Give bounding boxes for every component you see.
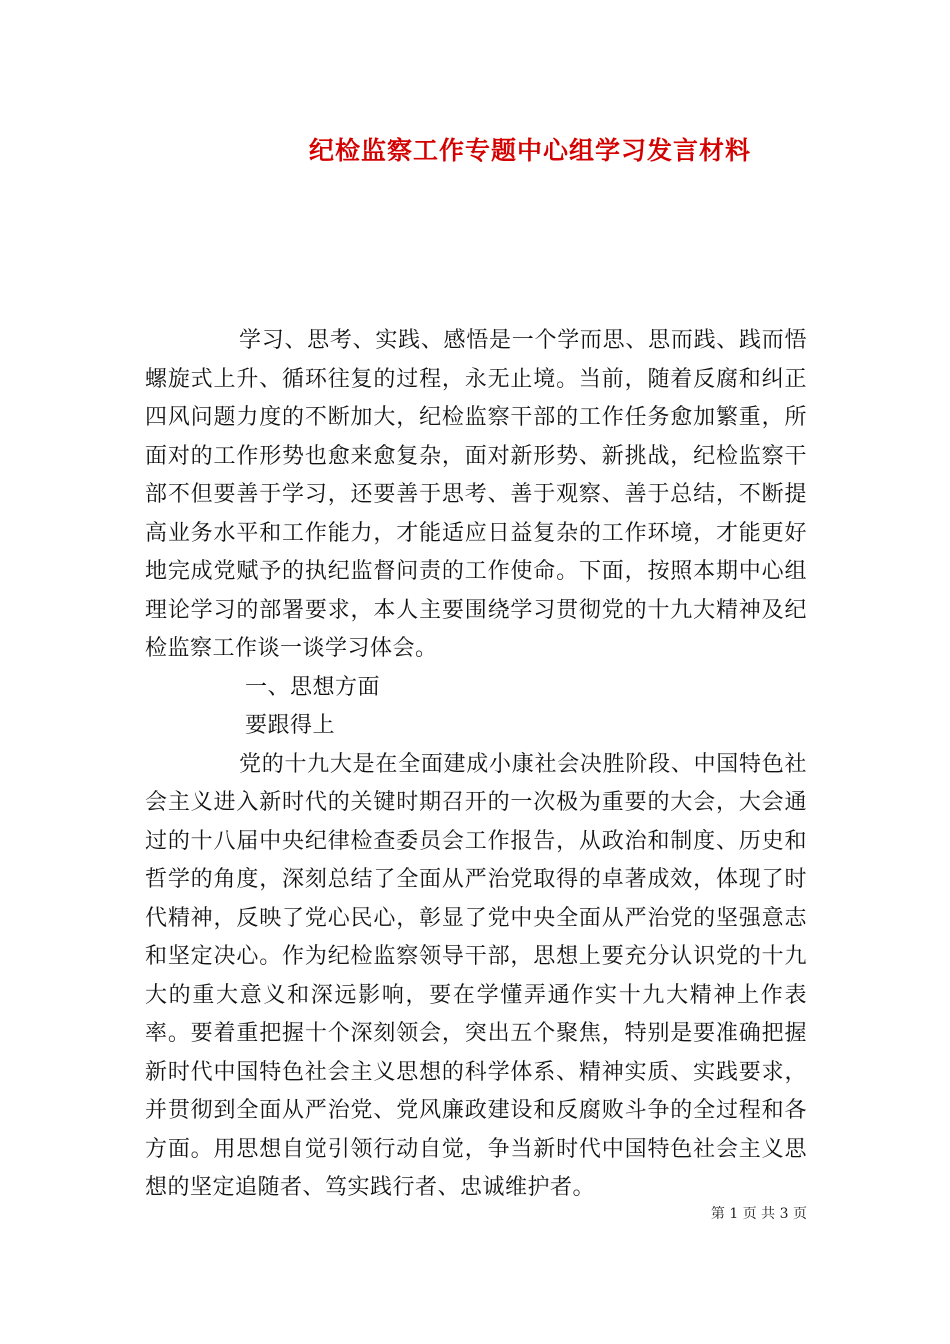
section-body-paragraph: 党的十九大是在全面建成小康社会决胜阶段、中国特色社会主义进入新时代的关键时期召开的一次极为重要的大会，大会通过的十八届中央纪律检查委员会工作报告，从政治和制度、历史和哲学的角度，深刻总结了全面从严治党取得的卓著成效，体现了时代精神，反映了党心民心，彰显了党中央全面从严治党的坚强意志和坚定决心。作为纪检监察领导干部，思想上要充分认识党的十九大的重大意义和深远影响，要在学懂弄通作实十九大精神上作表率。要着重把握十个深刻领会，突出五个聚焦，特别是要准确把握新时代中国特色社会主义思想的科学体系、精神实质、实践要求，并贯彻到全面从严治党、党风廉政建设和反腐败斗争的全过程和各方面。用思想自觉引领行动自觉，争当新时代中国特色社会主义思想的坚定追随者、笃实践行者、忠诚维护者。 [145,751,807,1200]
intro-paragraph: 学习、思考、实践、感悟是一个学而思、思而践、践而悟螺旋式上升、循环往复的过程，永无止境。当前，随着反腐和纠正四风问题力度的不断加大，纪检监察干部的工作任务愈加繁重，所面对的工作形势也愈来愈复杂，面对新形势、新挑战，纪检监察干部不但要善于学习，还要善于思考、善于观察、善于总结，不断提高业务水平和工作能力，才能适应日益复杂的工作环境，才能更好地完成党赋予的执纪监督问责的工作使命。下面，按照本期中心组理论学习的部署要求，本人主要围绕学习贯彻党的十九大精神及纪检监察工作谈一谈学习体会。 [145,328,807,661]
document-title: 纪检监察工作专题中心组学习发言材料 [308,136,751,165]
section-subheading: 要跟得上 [245,713,336,738]
section-heading: 一、思想方面 [245,674,381,700]
document-body [145,322,807,1208]
page-number-footer: 第 1 页 共 3 页 [710,1206,807,1222]
